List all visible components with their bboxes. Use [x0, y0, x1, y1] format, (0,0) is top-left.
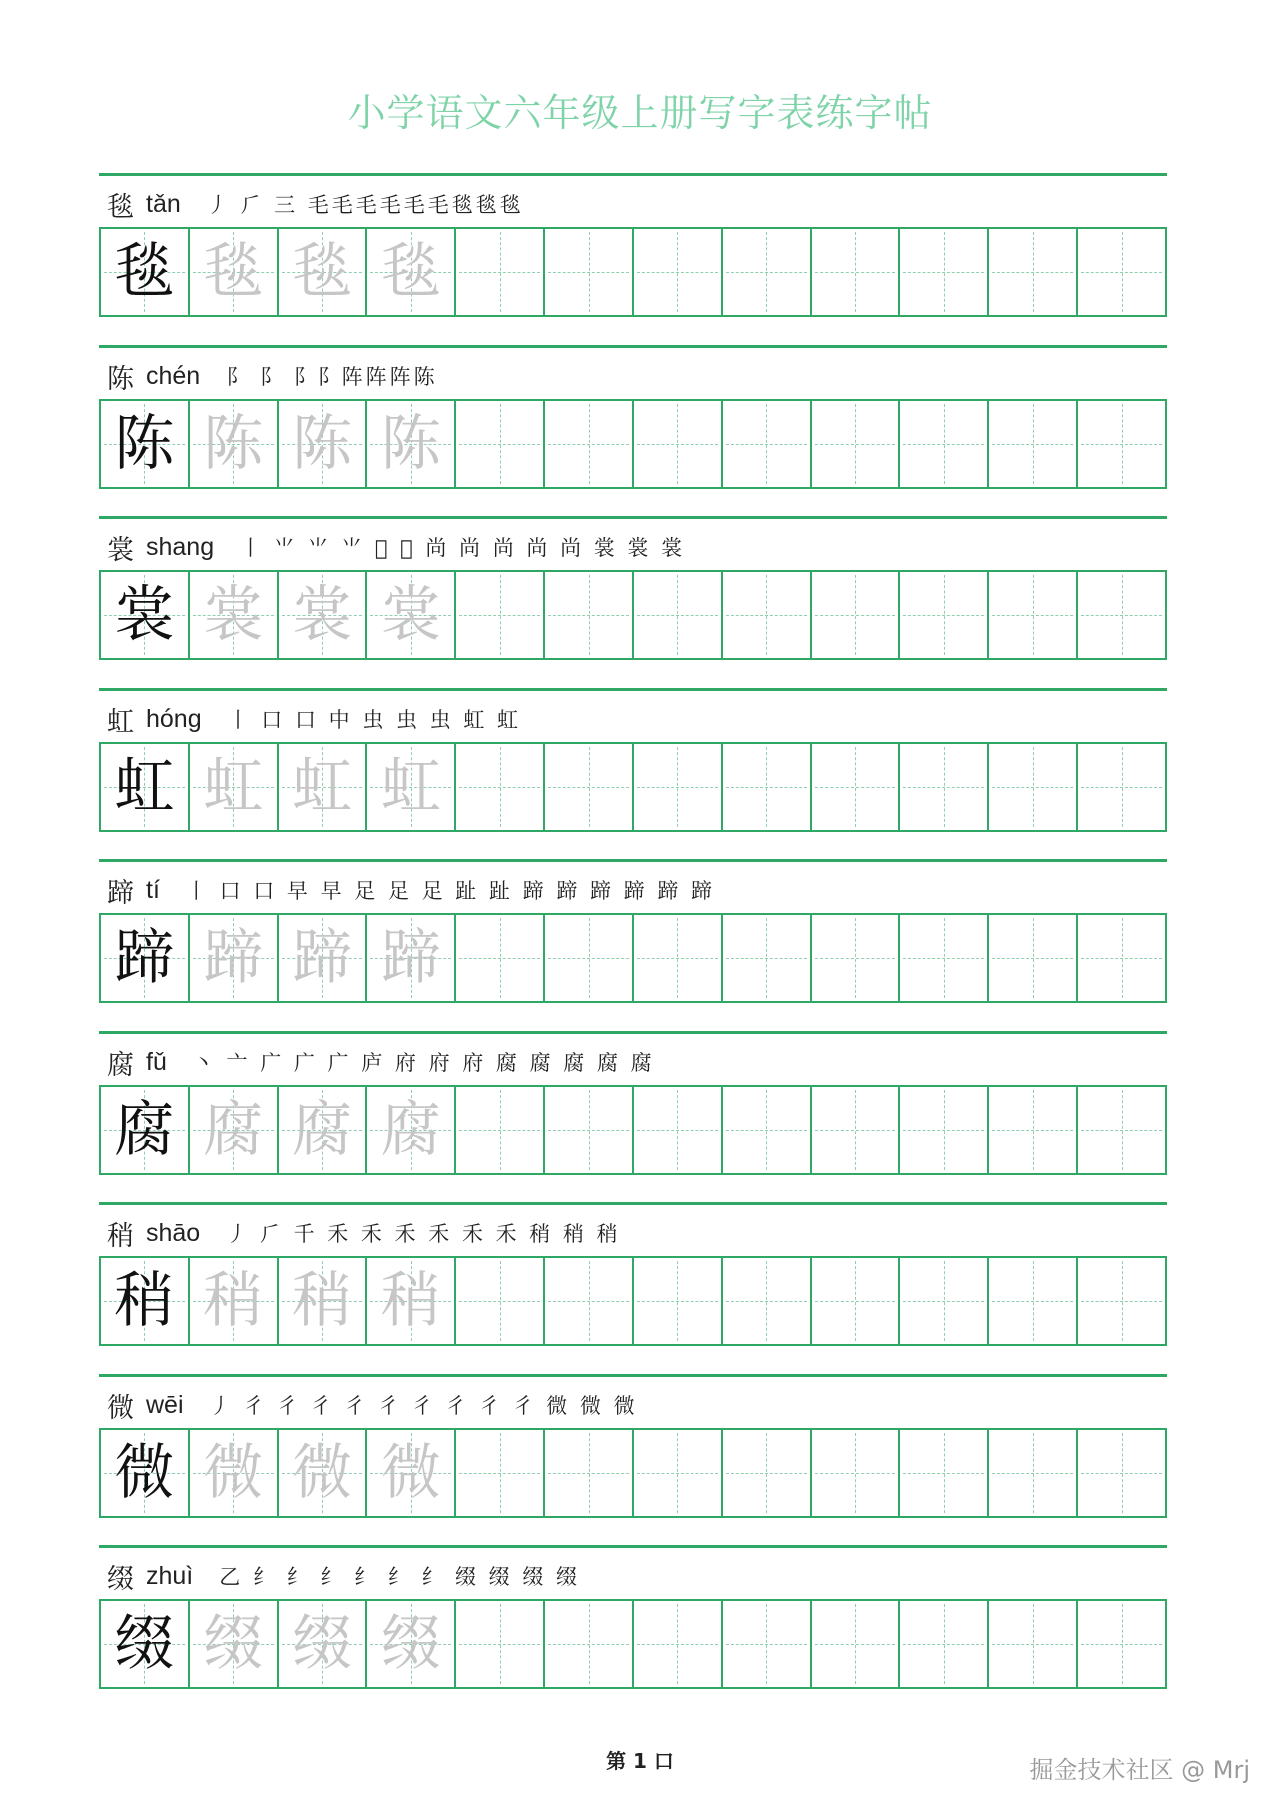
model-character: 腐 — [114, 1095, 175, 1165]
header-pinyin: zhuì — [146, 1561, 194, 1590]
model-character: 蹄 — [114, 923, 175, 993]
trace-cell — [365, 1601, 454, 1687]
practice-cell[interactable] — [721, 1258, 810, 1344]
model-character: 微 — [114, 1438, 175, 1508]
practice-cell[interactable] — [632, 1258, 721, 1344]
practice-cell[interactable] — [1076, 1087, 1165, 1173]
stroke-order: 丿 彳 彳 彳 彳 彳 彳 彳 彳 彳 微 微 微 — [209, 1394, 638, 1418]
header-pinyin: shang — [146, 532, 215, 561]
practice-cell[interactable] — [543, 1430, 632, 1516]
row-header — [107, 528, 685, 566]
header-character: 蹄 — [107, 877, 134, 909]
practice-cell[interactable] — [898, 1258, 987, 1344]
trace-cell — [188, 1430, 277, 1516]
trace-character: 毯 — [203, 237, 264, 307]
row-header — [107, 871, 715, 909]
practice-cell[interactable] — [632, 744, 721, 830]
practice-cell[interactable] — [898, 229, 987, 315]
trace-cell — [188, 1087, 277, 1173]
trace-cell — [277, 1258, 366, 1344]
practice-cell[interactable] — [543, 401, 632, 487]
practice-cell[interactable] — [987, 401, 1076, 487]
writing-grid — [99, 913, 1167, 1003]
practice-cell[interactable] — [1076, 744, 1165, 830]
stroke-order: 丨 ⺌ ⺌ ⺌ 𫞖 𫞖 尚 尚 尚 尚 尚 裳 裳 裳 — [240, 536, 686, 560]
row-separator — [99, 1031, 1167, 1034]
header-pinyin: chén — [146, 361, 201, 390]
page-number: 第 1 口 — [606, 1749, 674, 1773]
practice-cell[interactable] — [1076, 572, 1165, 658]
row-header — [107, 1043, 655, 1081]
trace-character: 虹 — [292, 752, 353, 822]
stroke-order: 丿 ⺁ 三 毛毛毛毛毛毛毯毯毯 — [206, 193, 524, 217]
row-header — [107, 700, 521, 738]
trace-cell — [188, 1258, 277, 1344]
practice-cell[interactable] — [632, 229, 721, 315]
practice-cell[interactable] — [810, 401, 899, 487]
practice-cell[interactable] — [987, 1430, 1076, 1516]
practice-cell[interactable] — [543, 1087, 632, 1173]
practice-cell[interactable] — [987, 1087, 1076, 1173]
watermark: 掘金技术社区 @ Mrj — [1029, 1756, 1250, 1784]
trace-cell — [277, 1087, 366, 1173]
practice-cell[interactable] — [454, 1430, 543, 1516]
practice-cell[interactable] — [543, 915, 632, 1001]
row-separator — [99, 1545, 1167, 1548]
row-separator — [99, 1202, 1167, 1205]
stroke-order: 丨 口 口 早 早 足 足 足 趾 趾 蹄 蹄 蹄 蹄 蹄 蹄 — [185, 879, 716, 903]
practice-cell[interactable] — [454, 915, 543, 1001]
trace-character: 稍 — [292, 1266, 353, 1336]
trace-cell — [365, 1087, 454, 1173]
row-header — [107, 1557, 580, 1595]
practice-cell[interactable] — [632, 915, 721, 1001]
trace-cell — [365, 1430, 454, 1516]
stroke-order: 丶 亠 广 广 广 庐 府 府 府 腐 腐 腐 腐 腐 — [192, 1051, 655, 1075]
row-header — [107, 357, 438, 395]
practice-cell[interactable] — [454, 1087, 543, 1173]
trace-character: 腐 — [380, 1095, 441, 1165]
model-cell — [101, 572, 188, 658]
practice-cell[interactable] — [898, 744, 987, 830]
trace-cell — [365, 744, 454, 830]
practice-cell[interactable] — [454, 229, 543, 315]
practice-cell[interactable] — [454, 401, 543, 487]
trace-character: 腐 — [203, 1095, 264, 1165]
practice-cell[interactable] — [1076, 1430, 1165, 1516]
row-separator — [99, 859, 1167, 862]
practice-cell[interactable] — [721, 229, 810, 315]
trace-character: 蹄 — [292, 923, 353, 993]
model-cell — [101, 1601, 188, 1687]
practice-cell[interactable] — [810, 915, 899, 1001]
header-character: 裳 — [107, 534, 134, 566]
practice-cell[interactable] — [898, 915, 987, 1001]
practice-cell[interactable] — [543, 744, 632, 830]
row-header — [107, 1214, 621, 1252]
trace-character: 裳 — [380, 580, 441, 650]
trace-cell — [188, 572, 277, 658]
header-pinyin: hóng — [146, 704, 202, 733]
trace-character: 稍 — [203, 1266, 264, 1336]
trace-character: 微 — [380, 1438, 441, 1508]
practice-cell[interactable] — [721, 744, 810, 830]
practice-cell[interactable] — [721, 401, 810, 487]
writing-grid — [99, 1428, 1167, 1518]
stroke-order: 阝 阝 阝阝阵阵阵陈 — [226, 365, 438, 389]
trace-cell — [188, 744, 277, 830]
practice-cell[interactable] — [987, 572, 1076, 658]
trace-cell — [188, 401, 277, 487]
practice-cell[interactable] — [987, 229, 1076, 315]
practice-cell[interactable] — [543, 229, 632, 315]
trace-character: 陈 — [380, 409, 441, 479]
practice-cell[interactable] — [810, 229, 899, 315]
row-header — [107, 1386, 638, 1424]
practice-cell[interactable] — [454, 1601, 543, 1687]
practice-cell[interactable] — [632, 1087, 721, 1173]
trace-cell — [365, 572, 454, 658]
header-character: 腐 — [107, 1049, 134, 1081]
practice-cell[interactable] — [810, 1601, 899, 1687]
model-cell — [101, 744, 188, 830]
practice-cell[interactable] — [632, 1601, 721, 1687]
trace-cell — [188, 1601, 277, 1687]
practice-cell[interactable] — [1076, 1601, 1165, 1687]
header-pinyin: tǎn — [146, 189, 181, 218]
practice-cell[interactable] — [810, 572, 899, 658]
practice-cell[interactable] — [898, 1601, 987, 1687]
writing-grid — [99, 399, 1167, 489]
writing-grid — [99, 227, 1167, 317]
practice-cell[interactable] — [898, 401, 987, 487]
writing-grid — [99, 1599, 1167, 1689]
practice-cell[interactable] — [454, 744, 543, 830]
trace-cell — [277, 1601, 366, 1687]
trace-cell — [277, 915, 366, 1001]
practice-cell[interactable] — [1076, 1258, 1165, 1344]
practice-cell[interactable] — [454, 572, 543, 658]
trace-character: 微 — [203, 1438, 264, 1508]
header-character: 虹 — [107, 706, 134, 738]
row-separator — [99, 688, 1167, 691]
practice-cell[interactable] — [898, 1430, 987, 1516]
practice-cell[interactable] — [543, 1258, 632, 1344]
row-separator — [99, 516, 1167, 519]
practice-cell[interactable] — [1076, 915, 1165, 1001]
trace-cell — [365, 1258, 454, 1344]
header-pinyin: wēi — [146, 1390, 184, 1419]
trace-character: 腐 — [292, 1095, 353, 1165]
model-character: 裳 — [114, 580, 175, 650]
stroke-order: 丨 口 口 中 虫 虫 虫 虹 虹 — [227, 708, 522, 732]
row-separator — [99, 1374, 1167, 1377]
trace-cell — [365, 401, 454, 487]
practice-cell[interactable] — [721, 1430, 810, 1516]
practice-cell[interactable] — [632, 401, 721, 487]
row-separator — [99, 173, 1167, 176]
practice-cell[interactable] — [810, 744, 899, 830]
trace-character: 陈 — [203, 409, 264, 479]
trace-character: 蹄 — [203, 923, 264, 993]
practice-cell[interactable] — [543, 572, 632, 658]
model-character: 陈 — [114, 409, 175, 479]
model-cell — [101, 915, 188, 1001]
practice-cell[interactable] — [898, 572, 987, 658]
trace-character: 虹 — [380, 752, 441, 822]
writing-grid — [99, 570, 1167, 660]
model-cell — [101, 1430, 188, 1516]
writing-grid — [99, 1256, 1167, 1346]
practice-cell[interactable] — [987, 1258, 1076, 1344]
practice-cell[interactable] — [632, 1430, 721, 1516]
trace-character: 缀 — [380, 1609, 441, 1679]
trace-cell — [365, 915, 454, 1001]
header-pinyin: tí — [146, 875, 160, 904]
trace-character: 缀 — [203, 1609, 264, 1679]
header-pinyin: fǔ — [146, 1047, 167, 1076]
trace-character: 稍 — [380, 1266, 441, 1336]
model-character: 缀 — [114, 1609, 175, 1679]
page-title: 小学语文六年级上册写字表练字帖 — [347, 91, 933, 135]
trace-character: 毯 — [292, 237, 353, 307]
header-character: 陈 — [107, 363, 134, 395]
trace-character: 毯 — [380, 237, 441, 307]
header-pinyin: shāo — [146, 1218, 201, 1247]
model-character: 稍 — [114, 1266, 175, 1336]
stroke-order: 丿 ⺁ 千 禾 禾 禾 禾 禾 禾 稍 稍 稍 — [226, 1222, 621, 1246]
trace-character: 微 — [292, 1438, 353, 1508]
practice-cell[interactable] — [721, 1601, 810, 1687]
writing-grid — [99, 1085, 1167, 1175]
practice-cell[interactable] — [810, 1087, 899, 1173]
trace-character: 陈 — [292, 409, 353, 479]
trace-character: 裳 — [203, 580, 264, 650]
trace-cell — [277, 229, 366, 315]
practice-cell[interactable] — [898, 1087, 987, 1173]
header-character: 稍 — [107, 1220, 134, 1252]
stroke-order: 乙 纟 纟 纟 纟 纟 纟 缀 缀 缀 缀 — [219, 1565, 581, 1589]
header-character: 缀 — [107, 1563, 134, 1595]
practice-cell[interactable] — [543, 1601, 632, 1687]
model-cell — [101, 229, 188, 315]
trace-character: 虹 — [203, 752, 264, 822]
trace-cell — [277, 744, 366, 830]
trace-character: 蹄 — [380, 923, 441, 993]
trace-cell — [277, 401, 366, 487]
practice-cell[interactable] — [632, 572, 721, 658]
practice-cell[interactable] — [721, 915, 810, 1001]
practice-cell[interactable] — [987, 1601, 1076, 1687]
practice-cell[interactable] — [721, 1087, 810, 1173]
row-separator — [99, 345, 1167, 348]
trace-cell — [365, 229, 454, 315]
trace-character: 缀 — [292, 1609, 353, 1679]
practice-cell[interactable] — [1076, 229, 1165, 315]
row-header — [107, 185, 524, 223]
model-character: 毯 — [114, 237, 175, 307]
practice-cell[interactable] — [454, 1258, 543, 1344]
model-character: 虹 — [114, 752, 175, 822]
trace-cell — [277, 1430, 366, 1516]
trace-character: 裳 — [292, 580, 353, 650]
trace-cell — [188, 915, 277, 1001]
practice-cell[interactable] — [987, 915, 1076, 1001]
practice-cell[interactable] — [810, 1258, 899, 1344]
model-cell — [101, 1087, 188, 1173]
practice-cell[interactable] — [1076, 401, 1165, 487]
writing-grid — [99, 742, 1167, 832]
trace-cell — [277, 572, 366, 658]
practice-cell[interactable] — [721, 572, 810, 658]
header-character: 毯 — [107, 191, 134, 223]
model-cell — [101, 1258, 188, 1344]
header-character: 微 — [107, 1392, 134, 1424]
practice-cell[interactable] — [987, 744, 1076, 830]
model-cell — [101, 401, 188, 487]
trace-cell — [188, 229, 277, 315]
practice-cell[interactable] — [810, 1430, 899, 1516]
